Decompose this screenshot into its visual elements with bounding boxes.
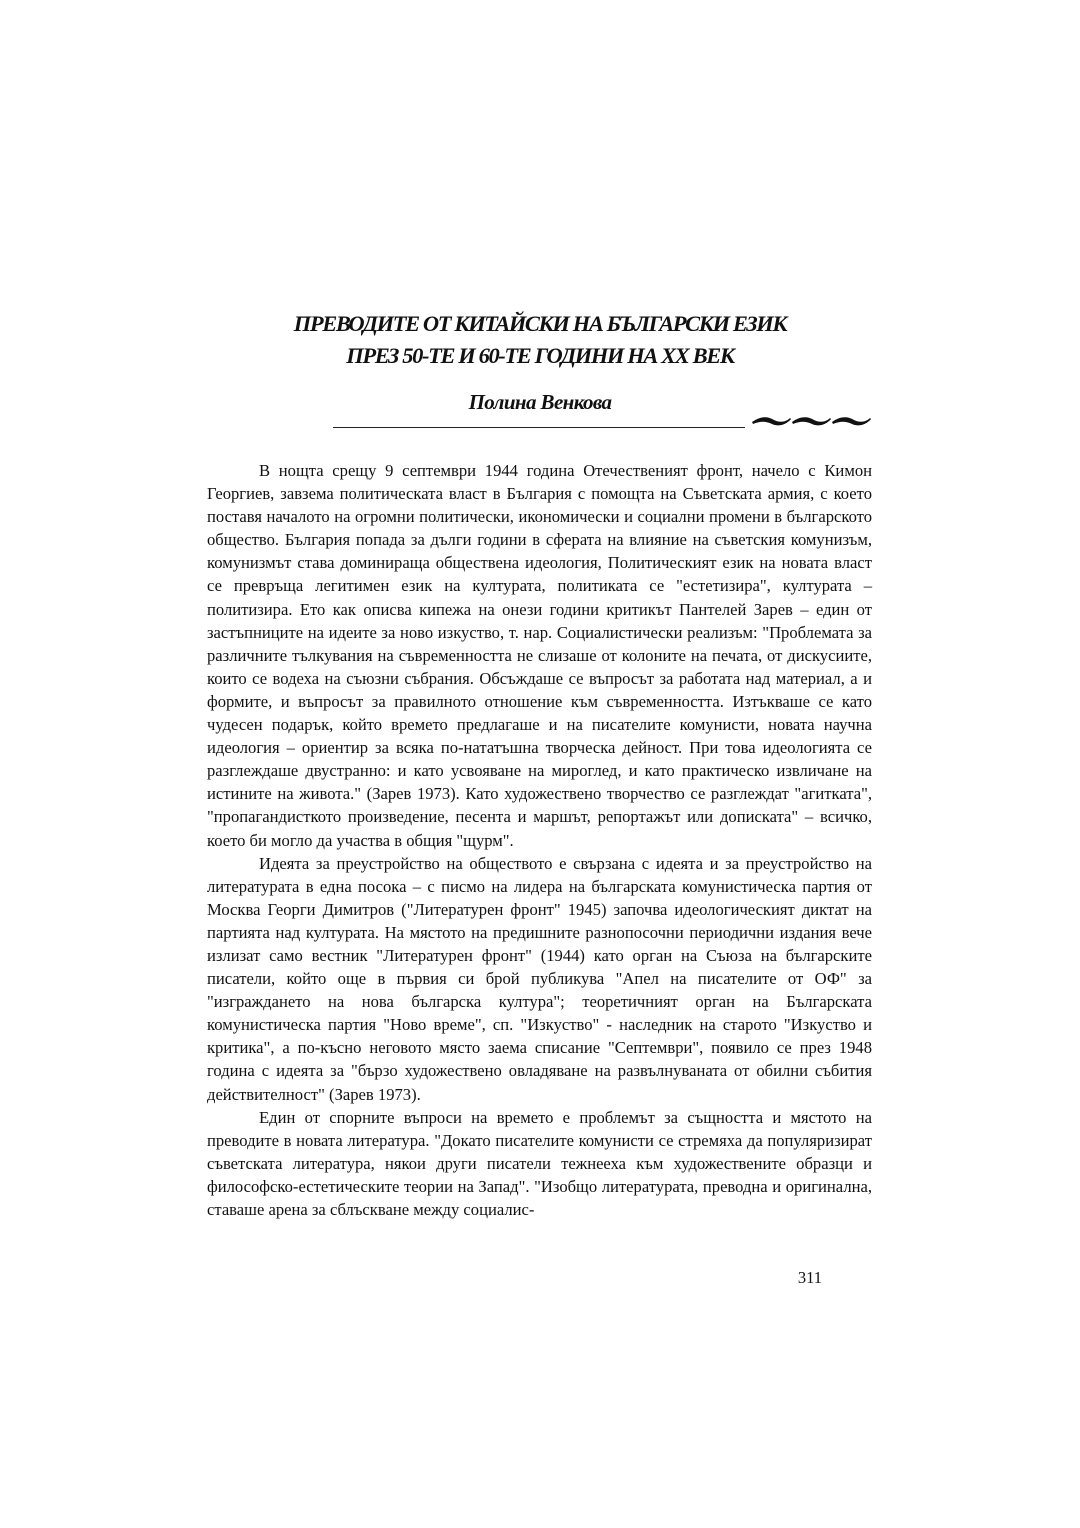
body-paragraph: Един от спорните въпроси на времето е проблемът за същността и мястото на преводите в новата литература. "Докато писателите комунисти се стремяха да популяризират съветската литература, някои други писатели тежнееха към художествените образци и философско-естетическите теории на Запад". "Изобщо литературата, преводна и оригинална, ставаше арена за сблъскване между социалис- — [207, 1107, 872, 1219]
article-title-line-1: ПРЕВОДИТЕ ОТ КИТАЙСКИ НА БЪЛГАРСКИ ЕЗИК — [293, 311, 787, 336]
page-number: 311 — [797, 1268, 823, 1287]
title-divider — [333, 427, 745, 428]
tilde-swash-ornament-icon — [750, 410, 872, 432]
body-paragraph: В нощта срещу 9 септември 1944 година Отечественият фронт, начело с Кимон Георгиев, завзема политическата власт в България с помощта на Съветската армия, с което поставя началото на огромни политически, икономически и социални промени в българското общество. България попада за дълги години в сферата на влияние на съветския комунизъм, комунизмът става доминираща обществена идеология, Политическият език на новата власт се превръща легитимен език на културата, политиката се "естетизира", културата – политизира. Ето как описва кипежа на онези години критикът Пантелей Зарев – един от застъпниците на идеите за ново изкуство, т. нар. Социалистически реализъм: "Проблемата за различните тълкувания на съвременността не слизаше от колоните на печата, от дискусиите, които се водеха на съюзни събрания. Обсъждаше се въпросът за работата над материал, а и формите, и въпросът за правилното отношение към съвременността. Изтъкваше се като чудесен подарък, който времето предлагаше и на писателите комунисти, новата научна идеология – ориентир за всяка по-нататъшна творческа дейност. При това идеологията се разглеждаше двустранно: и като усвояване на мироглед, и като практическо извличане на истините на живота." (Зарев 1973). Като художествено творчество се разглеждат "агитката", "пропагандисткото произведение, песента и маршът, репортажът или дописката" – всичко, което би могло да участва в общия "щурм". — [207, 461, 872, 850]
article-title — [180, 308, 900, 372]
author-name: Полина Венкова — [468, 390, 612, 414]
body-paragraph: Идеята за преустройство на обществото е свързана с идеята и за преустройство на литературата в една посока – с писмо на лидера на българската комунистическа партия от Москва Георги Димитров ("Литературен фронт" 1945) започва идеологическият диктат на партията над културата. На мястото на предишните разнопосочни периодични издания вече излизат само вестник "Литературен фронт" (1944) като орган на Съюза на българските писатели, който още в първия си брой публикува "Апел на писателите от ОФ" за "изграждането на нова българска култура"; теоретичният орган на Българската комунистическа партия "Ново време", сп. "Изкуство" - наследник на старото "Изкуство и критика", а по-късно неговото място заема списание "Септември", появило се през 1948 година с идеята за "бързо художествено овладяване на развълнуваната от обилни събития действителност" (Зарев 1973). — [207, 853, 872, 1104]
article-body — [207, 459, 872, 1221]
article-title-line-2: ПРЕЗ 50-ТЕ И 60-ТЕ ГОДИНИ НА ХХ ВЕК — [346, 343, 734, 368]
